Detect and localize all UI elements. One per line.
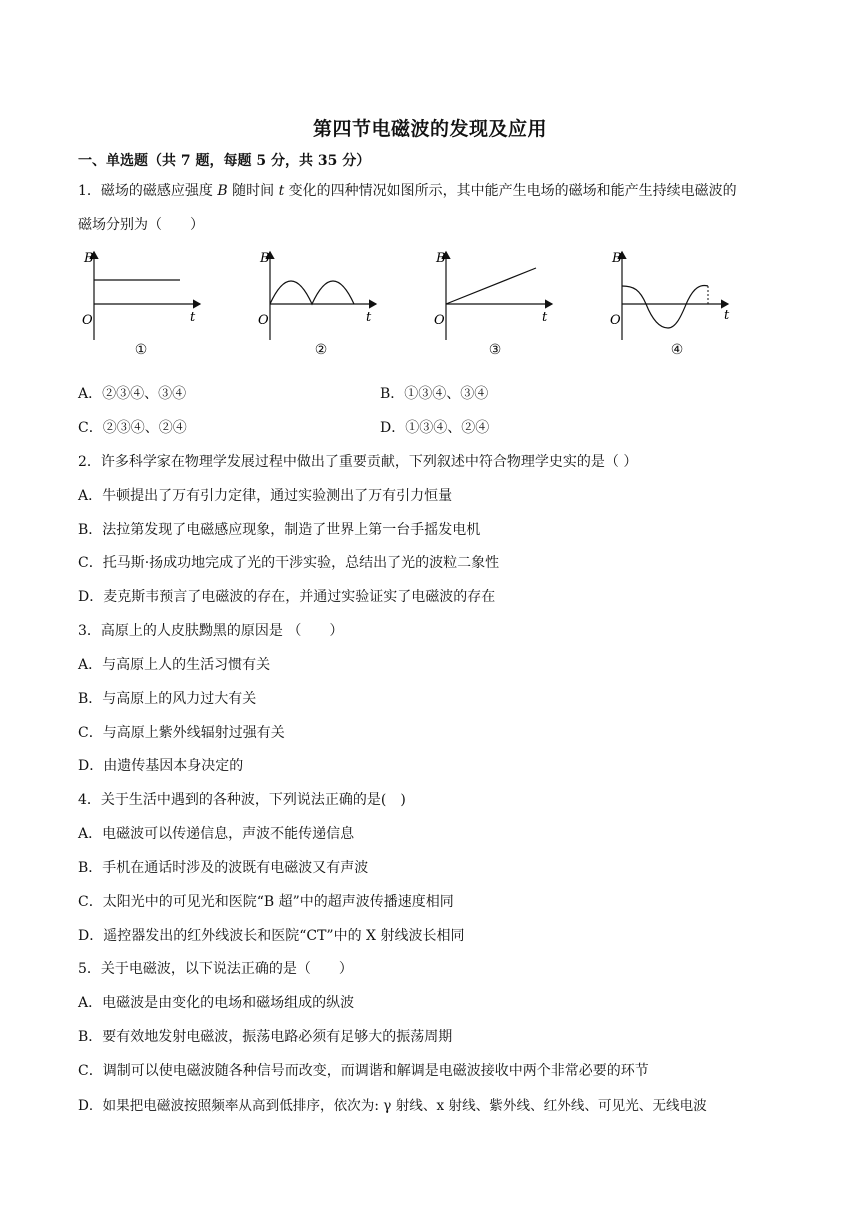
q1-option-d: D．①③④、②④ [380,420,490,436]
axis-label-y: B [260,251,270,266]
axis-label-x: t [542,310,548,325]
graph-4 [608,248,738,368]
curve [446,268,536,304]
q5-option-b: B．要有效地发射电磁波，振荡电路必须有足够大的振荡周期 [78,1029,453,1045]
q1-graphs [78,248,778,368]
q1-option-c: C．②③④、②④ [78,420,187,436]
section-heading: 一、单选题（共 7 题，每题 5 分，共 35 分） [78,153,371,169]
axis-label-x: t [190,310,196,325]
q1-stem-line2: 磁场分别为（ ） [78,217,204,233]
q3-option-c: C．与高原上紫外线辐射过强有关 [78,725,285,741]
q2-option-d: D．麦克斯韦预言了电磁波的存在，并通过实验证实了电磁波的存在 [78,589,496,605]
q4-option-a: A．电磁波可以传递信息，声波不能传递信息 [78,826,355,842]
graph-label: ② [314,342,328,358]
curve [270,281,354,304]
q3-option-d: D．由遗传基因本身决定的 [78,758,244,774]
q5-stem: 5．关于电磁波，以下说法正确的是（ ） [78,961,353,977]
q2-option-b: B．法拉第发现了电磁感应现象，制造了世界上第一台手摇发电机 [78,522,481,538]
origin-label: O [82,313,93,328]
graph-2 [256,248,386,368]
q1-stem: 1．磁场的磁感应强度 B 随时间 t 变化的四种情况如图所示，其中能产生电场的磁场和能产生持续电磁波的 [78,183,737,199]
graph-1-plot [80,248,210,343]
axis-label-y: B [436,251,446,266]
origin-label: O [610,313,621,328]
curve [622,286,708,328]
graph-label: ④ [670,342,684,358]
graph-3-plot [432,248,562,343]
q1-option-b: B．①③④、③④ [380,386,489,402]
axis-label-y: B [84,251,94,266]
axis-label-x: t [366,310,372,325]
q4-option-c: C．太阳光中的可见光和医院“B 超”中的超声波传播速度相同 [78,894,454,910]
graph-2-plot [256,248,386,343]
origin-label: O [258,313,269,328]
q3-option-b: B．与高原上的风力过大有关 [78,691,257,707]
axis-label-x: t [724,308,730,323]
origin-label: O [434,313,445,328]
q2-stem: 2．许多科学家在物理学发展过程中做出了重要贡献，下列叙述中符合物理学史实的是（ ） [78,454,638,470]
q5-option-a: A．电磁波是由变化的电场和磁场组成的纵波 [78,995,355,1011]
q2-option-c: C．托马斯·扬成功地完成了光的干涉实验，总结出了光的波粒二象性 [78,555,500,571]
graph-3 [432,248,562,368]
q4-option-b: B．手机在通话时涉及的波既有电磁波又有声波 [78,860,369,876]
axis-label-y: B [612,251,622,266]
q1-option-a: A．②③④、③④ [78,386,187,402]
graph-1 [80,248,210,368]
q3-stem: 3．高原上的人皮肤黝黑的原因是 （ ） [78,623,344,639]
q4-option-d: D．遥控器发出的红外线波长和医院“CT”中的 X 射线波长相同 [78,928,465,944]
q5-option-d: D．如果把电磁波按照频率从高到低排序，依次为: γ 射线、x 射线、紫外线、红外线、可见光、无线电波 [78,1098,707,1114]
q4-stem: 4．关于生活中遇到的各种波，下列说法正确的是( ) [78,792,406,808]
q5-option-c: C．调制可以使电磁波随各种信号而改变，而调谐和解调是电磁波接收中两个非常必要的环节 [78,1063,649,1079]
page-title: 第四节电磁波的发现及应用 [312,118,547,140]
graph-label: ① [134,342,148,358]
graph-4-plot [608,248,738,343]
q2-option-a: A．牛顿提出了万有引力定律，通过实验测出了万有引力恒量 [78,488,453,504]
q3-option-a: A．与高原上人的生活习惯有关 [78,657,271,673]
graph-label: ③ [488,342,502,358]
